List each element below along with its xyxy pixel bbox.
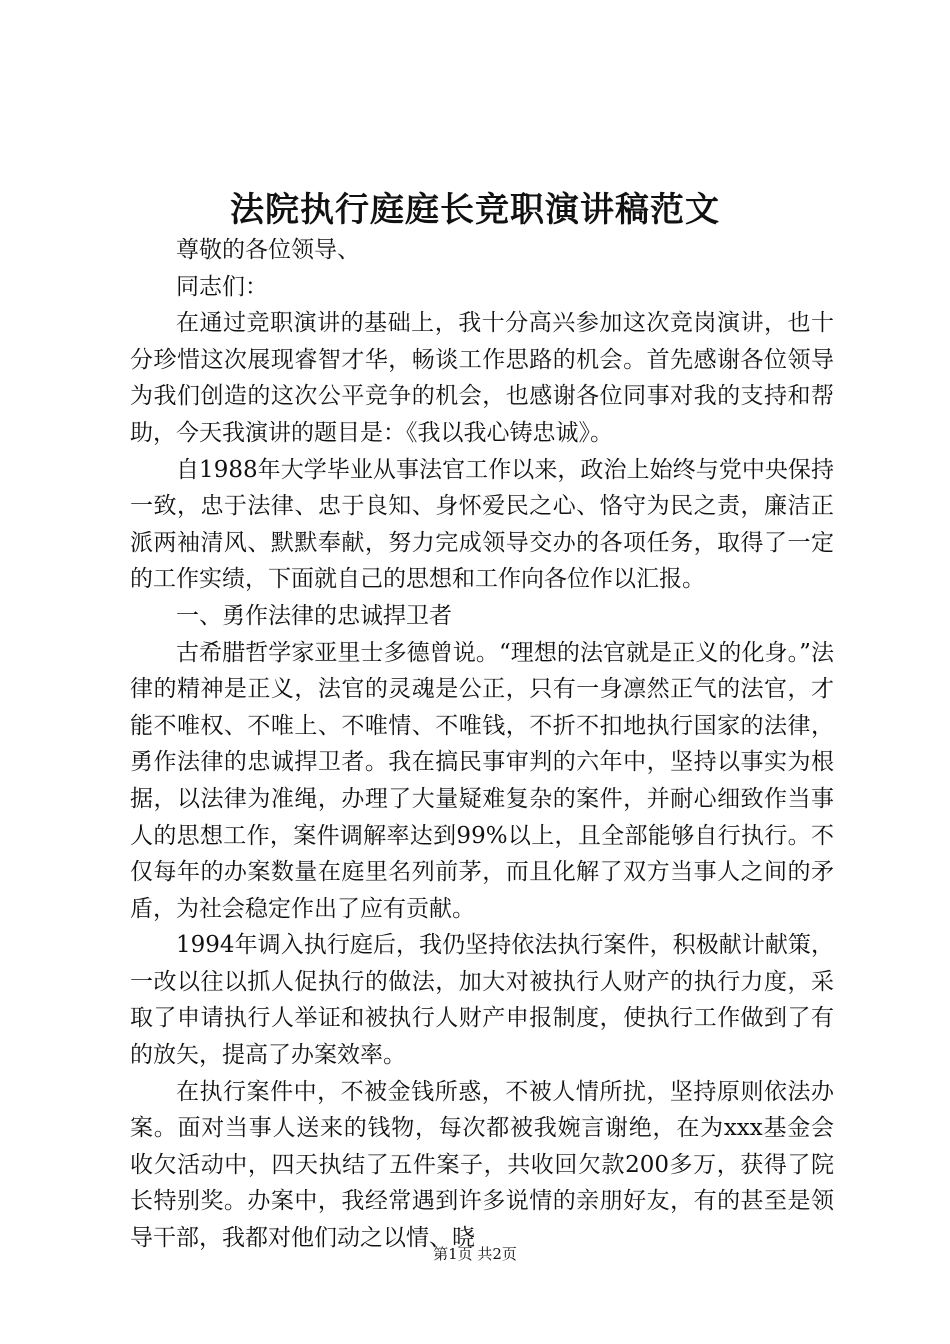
paragraph-section-1: 古希腊哲学家亚里士多德曾说。“理想的法官就是正义的化身。”法律的精神是正义，法官的灵魂是公正，只有一身凛然正气的法官，才能不唯权、不唯上、不唯情、不唯钱，不折不扣地执行国家的法律，勇作法律的忠诚捍卫者。我在搞民事审判的六年中，坚持以事实为根据，以法律为准绳，办理了大量疑难复杂的案件，并耐心细致作当事人的思想工作，案件调解率达到99%以上，且全部能够自行执行。不仅每年的办案数量在庭里名列前茅，而且化解了双方当事人之间的矛盾，为社会稳定作出了应有贡献。: [130, 639, 834, 922]
paragraph-integrity: 在执行案件中，不被金钱所惑，不被人情所扰，坚持原则依法办案。面对当事人送来的钱物，每次都被我婉言谢绝，在为xxx基金会收欠活动中，四天执结了五件案子，共收回欠款200多万，获得了院长特别奖。办案中，我经常遇到许多说情的亲朋好友，有的甚至是领导干部，我都对他们动之以情、晓: [130, 1078, 834, 1252]
paragraph-background: 自1988年大学毕业从事法官工作以来，政治上始终与党中央保持一致，忠于法律、忠于良知、身怀爱民之心、恪守为民之责，廉洁正派两袖清风、默默奉献，努力完成领导交办的各项任务，取得了一定的工作实绩，下面就自己的思想和工作向各位作以汇报。: [130, 456, 834, 593]
paragraph-execution-1994: 1994年调入执行庭后，我仍坚持依法执行案件，积极献计献策，一改以往以抓人促执行的做法，加大对被执行人财产的执行力度，采取了申请执行人举证和被执行人财产申报制度，使执行工作做到了有的放矢，提高了办案效率。: [130, 932, 834, 1069]
salutation-line-2: 同志们：: [176, 273, 268, 300]
salutation-line-1: 尊敬的各位领导、: [176, 237, 360, 263]
page-footer: 第1页 共2页: [433, 1245, 517, 1263]
section-heading-1: 一、勇作法律的忠诚捍卫者: [176, 602, 452, 629]
document-title: 法院执行庭庭长竞职演讲稿范文: [230, 190, 720, 230]
document-body: [130, 232, 834, 1257]
paragraph-opening: 在通过竞职演讲的基础上，我十分高兴参加这次竞岗演讲，也十分珍惜这次展现睿智才华，畅谈工作思路的机会。首先感谢各位领导为我们创造的这次公平竞争的机会，也感谢各位同事对我的支持和帮助，今天我演讲的题目是：《我以我心铸忠诚》。: [130, 310, 834, 446]
